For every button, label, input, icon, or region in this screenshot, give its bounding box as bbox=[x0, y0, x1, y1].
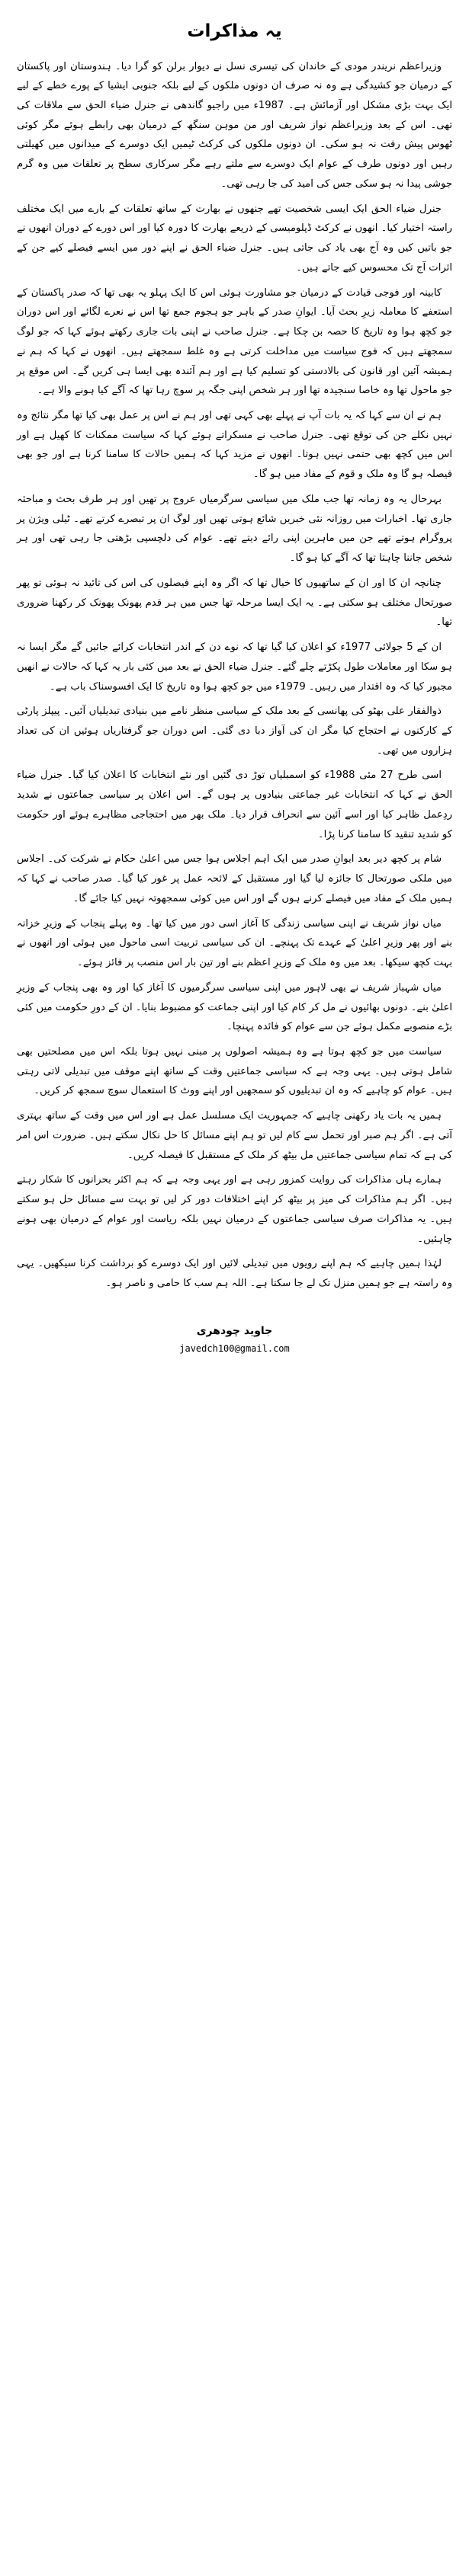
paragraph: ان کے 5 جولائی 1977ء کو اعلان کیا گیا تھا کہ نوے دن کے اندر انتخابات کرائے جائیں گے مگر ایسا نہ ہو سکا اور معاملات طول پکڑتے چلے گئے۔ جنرل ضیاء الحق نے بعد میں کئی بار یہ کہا کہ حالات نے انھیں مجبور کیا کہ وہ اقتدار میں رہیں۔ 1979ء میں جو کچھ ہوا وہ تاریخ کا ایک افسوسناک باب ہے۔ bbox=[17, 642, 452, 693]
paragraph: بہرحال یہ وہ زمانہ تھا جب ملک میں سیاسی سرگرمیاں عروج پر تھیں اور ہر طرف بحث و مباحثہ جاری تھا۔ اخبارات میں روزانہ نئی خبریں شائع ہوتی تھیں اور لوگ ان پر تبصرے کرتے تھے۔ ٹیلی ویژن پر پروگرام ہوتے تھے جن میں ماہرین اپنی رائے دیتے تھے۔ عوام کی دلچسپی بڑھتی جا رہی تھی اور ہر شخص جاننا چاہتا تھا کہ آگے کیا ہو گا۔ bbox=[17, 493, 452, 565]
paragraph: جنرل ضیاء الحق ایک ایسی شخصیت تھے جنھوں نے بھارت کے ساتھ تعلقات کے بارے میں ایک مختلف راستہ اختیار کیا۔ انھوں نے کرکٹ ڈپلومیسی کے ذریعے بھارت کا دورہ کیا اور اس دورے کے دوران انھوں نے جو باتیں کیں وہ آج بھی یاد کی جاتی ہیں۔ جنرل ضیاء الحق نے اپنے دور میں ایسے فیصلے کیے جن کے اثرات آج تک محسوس کیے جاتے ہیں۔ bbox=[17, 203, 452, 274]
author-name: جاوید چودھری bbox=[196, 1324, 273, 1337]
paragraph: اسی طرح 27 مئی 1988ء کو اسمبلیاں توڑ دی گئیں اور نئے انتخابات کا اعلان کیا گیا۔ جنرل ضیاء الحق نے کہا کہ انتخابات غیر جماعتی بنیادوں پر ہوں گے۔ اس اعلان پر سیاسی جماعتوں نے شدید ردِعمل ظاہر کیا اور اسے آئین سے انحراف قرار دیا۔ ملک بھر میں احتجاجی مظاہرے ہوئے اور حکومت کو شدید تنقید کا سامنا کرنا پڑا۔ bbox=[17, 770, 452, 840]
paragraph: ذوالفقار علی بھٹو کی پھانسی کے بعد ملک کے سیاسی منظر نامے میں بنیادی تبدیلیاں آئیں۔ پیپلز پارٹی کے کارکنوں نے احتجاج کیا مگر ان کی آواز دبا دی گئی۔ اس دوران جو گرفتاریاں ہوئیں ان کی تعداد ہزاروں میں تھی۔ bbox=[17, 706, 452, 757]
article-body bbox=[17, 57, 452, 1294]
paragraph: ہمارے ہاں مذاکرات کی روایت کمزور رہی ہے اور یہی وجہ ہے کہ ہم اکثر بحرانوں کا شکار رہتے ہیں۔ اگر ہم مذاکرات کی میز پر بیٹھ کر اپنے اختلافات دور کر لیں تو بہت سے مسائل حل ہو سکتے ہیں۔ یہ مذاکرات صرف سیاسی جماعتوں کے درمیان نہیں بلکہ ریاست اور عوام کے درمیان بھی ہونے چاہئیں۔ bbox=[17, 1174, 452, 1245]
paragraph: چنانچہ ان کا اور ان کے ساتھیوں کا خیال تھا کہ اگر وہ اپنے فیصلوں کی اس کی تائید نہ ہوئی تو پھر صورتحال مختلف ہو سکتی ہے۔ یہ ایک ایسا مرحلہ تھا جس میں ہر قدم پھونک پھونک کر رکھنا ضروری تھا۔ bbox=[17, 577, 452, 629]
paragraph: ہم نے ان سے کہا کہ یہ بات آپ نے پہلے بھی کہی تھی اور ہم نے اس پر عمل بھی کیا تھا مگر نتائج وہ نہیں نکلے جن کی توقع تھی۔ جنرل صاحب نے مسکراتے ہوئے کہا کہ سیاست ممکنات کا کھیل ہے اور اس میں کچھ بھی حتمی نہیں ہوتا۔ انھوں نے مزید کہا کہ ہمیں حالات کا سامنا کرنا ہے اور جو بھی فیصلہ ہو گا وہ ملک و قوم کے مفاد میں ہو گا۔ bbox=[17, 409, 452, 481]
paragraph: وزیراعظم نریندر مودی کے خاندان کی تیسری نسل نے دیوار برلن کو گرا دیا۔ ہندوستان اور پاکستان کے درمیان جو کشیدگی ہے وہ نہ صرف ان دونوں ملکوں کے لیے بلکہ جنوبی ایشیا کے پورے خطے کے لیے ایک بہت بڑی مشکل اور آزمائش ہے۔ 1987ء میں راجیو گاندھی نے جنرل ضیاء الحق سے ملاقات کی تھی۔ اس کے بعد وزیراعظم نواز شریف اور من موہن سنگھ کے درمیان بھی رابطے ہوئے مگر کوئی ٹھوس پیش رفت نہ ہو سکی۔ ان دونوں ملکوں کی کرکٹ ٹیمیں ایک دوسرے کے میدانوں میں کھیلتی رہیں اور دونوں طرف کے عوام ایک دوسرے سے ملتے رہے مگر سرکاری سطح پر تعلقات میں وہ گرم جوشی پیدا نہ ہو سکی جس کی امید کی جا رہی تھی۔ bbox=[17, 60, 452, 190]
author-email[interactable]: javedch100@gmail.com bbox=[179, 1343, 290, 1355]
paragraph: میاں شہباز شریف نے بھی لاہور میں اپنی سیاسی سرگرمیوں کا آغاز کیا اور وہ بھی پنجاب کے وزیرِ اعلیٰ بنے۔ دونوں بھائیوں نے مل کر کام کیا اور اپنی جماعت کو مضبوط بنایا۔ ان کے دورِ حکومت میں کئی بڑے منصوبے مکمل ہوئے جن سے عوام کو فائدہ پہنچا۔ bbox=[17, 981, 452, 1033]
paragraph: سیاست میں جو کچھ ہوتا ہے وہ ہمیشہ اصولوں پر مبنی نہیں ہوتا بلکہ اس میں مصلحتیں بھی شامل ہوتی ہیں۔ یہی وجہ ہے کہ سیاسی جماعتیں وقت کے ساتھ اپنے موقف میں تبدیلی لاتی رہتی ہیں۔ عوام کو چاہیے کہ وہ ان تبدیلیوں کو سمجھیں اور اپنے ووٹ کا استعمال سوچ سمجھ کر کریں۔ bbox=[17, 1046, 452, 1097]
paragraph: ہمیں یہ بات یاد رکھنی چاہیے کہ جمہوریت ایک مسلسل عمل ہے اور اس میں وقت کے ساتھ بہتری آتی ہے۔ اگر ہم صبر اور تحمل سے کام لیں تو ہم اپنے مسائل کا حل نکال سکتے ہیں۔ ضرورت اس امر کی ہے کہ تمام سیاسی جماعتیں مل بیٹھ کر ملک کے مستقبل کا فیصلہ کریں۔ bbox=[17, 1110, 452, 1161]
paragraph: شام پر کچھ دیر بعد ایوانِ صدر میں ایک اہم اجلاس ہوا جس میں اعلیٰ حکام نے شرکت کی۔ اجلاس میں ملکی صورتحال کا جائزہ لیا گیا اور مستقبل کے لائحہ عمل پر غور کیا گیا۔ صدر صاحب نے کہا کہ ہمیں ملک کے مفاد میں فیصلے کرنے ہوں گے اور اس میں کوئی سمجھوتہ نہیں کیا جائے گا۔ bbox=[17, 853, 452, 904]
page-title: یہ مذاکرات bbox=[187, 21, 282, 41]
paragraph: میاں نواز شریف نے اپنی سیاسی زندگی کا آغاز اسی دور میں کیا تھا۔ وہ پہلے پنجاب کے وزیرِ خزانہ بنے اور پھر وزیرِ اعلیٰ کے عہدے تک پہنچے۔ ان کی سیاسی تربیت اسی ماحول میں ہوئی اور انھوں نے بہت کچھ سیکھا۔ بعد میں وہ ملک کے وزیرِ اعظم بنے اور تین بار اس منصب پر فائز ہوئے۔ bbox=[17, 917, 452, 969]
paragraph: کابینہ اور فوجی قیادت کے درمیان جو مشاورت ہوئی اس کا ایک پہلو یہ بھی تھا کہ صدر پاکستان کے استعفے کا معاملہ زیرِ بحث آیا۔ ایوانِ صدر کے باہر جو ہجوم جمع تھا اس نے نعرے لگائے اور اس دوران جو کچھ ہوا وہ تاریخ کا حصہ بن چکا ہے۔ جنرل صاحب نے اپنی بات جاری رکھتے ہوئے کہا کہ جو لوگ سمجھتے ہیں کہ فوج سیاست میں مداخلت کرتی ہے وہ غلط سمجھتے ہیں۔ انھوں نے کہا کہ ہم نے ہمیشہ آئین اور قانون کی بالادستی کو تسلیم کیا ہے اور ہم آئندہ بھی ایسا ہی کریں گے۔ اس موقع پر جو ماحول تھا وہ خاصا سنجیدہ تھا اور ہر شخص اپنی جگہ پر سوچ رہا تھا کہ آگے کیا ہونے والا ہے۔ bbox=[17, 286, 452, 397]
article-footer bbox=[17, 1322, 452, 1358]
paragraph: لہٰذا ہمیں چاہیے کہ ہم اپنے رویوں میں تبدیلی لائیں اور ایک دوسرے کو برداشت کرنا سیکھیں۔ یہی وہ راستہ ہے جو ہمیں منزل تک لے جا سکتا ہے۔ اللہ ہم سب کا حامی و ناصر ہو۔ bbox=[17, 1258, 452, 1290]
